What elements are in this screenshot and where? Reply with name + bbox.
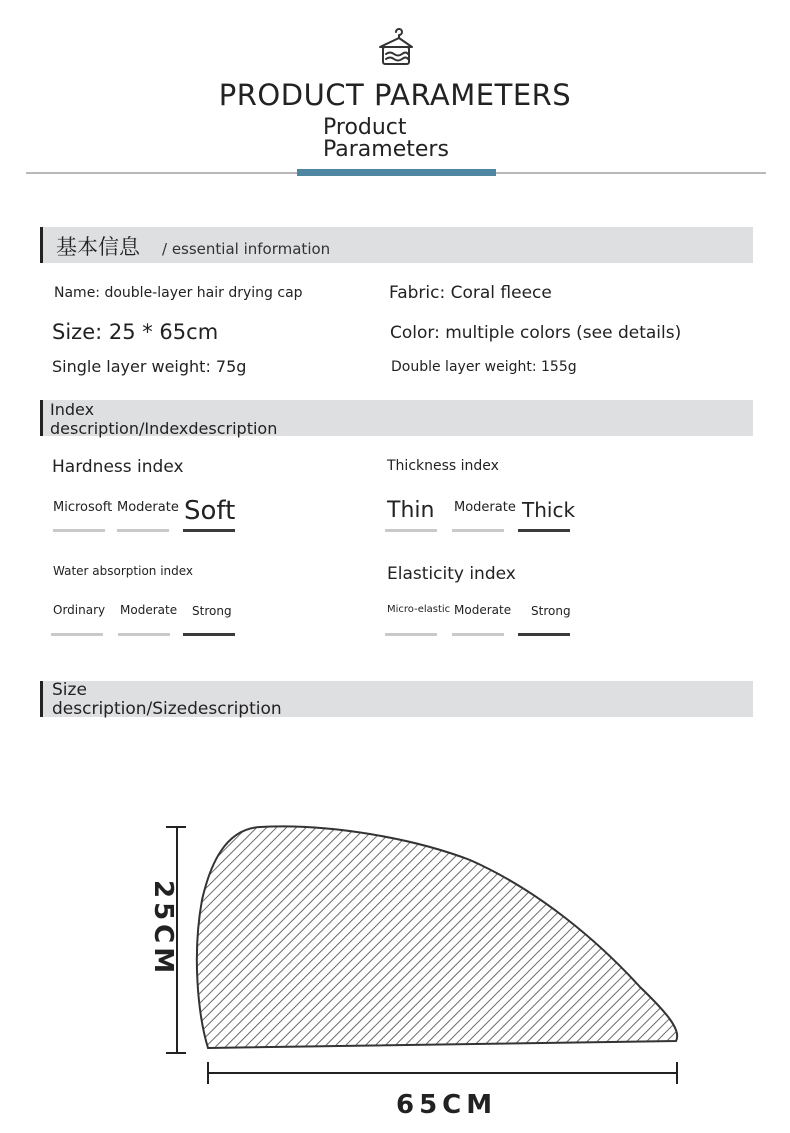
info-size: Size: 25 * 65cm [52,320,219,344]
hardness-level-soft: Soft [184,496,236,526]
section-title: Size description/Sizedescription [52,680,282,719]
elasticity-level-moderate: Moderate [454,603,512,617]
section-index-description [40,400,753,436]
thickness-bar-3-selected [518,529,570,532]
elasticity-level-strong: Strong [531,604,571,618]
section-title: Index description/Indexdescription [50,400,278,438]
section-edge [40,227,43,263]
height-label: 25CM [148,880,178,978]
hardness-bar-1 [53,529,105,532]
thickness-level-moderate: Moderate [454,500,516,515]
elasticity-bar-1 [385,633,437,636]
water-bar-3-selected [183,633,235,636]
hardness-level-moderate: Moderate [117,500,179,515]
info-single-weight: Single layer weight: 75g [52,357,247,376]
subtitle-line-1: Product [323,115,407,140]
thickness-bar-2 [452,529,504,532]
thickness-level-thick: Thick [522,498,576,522]
hardness-index-title: Hardness index [52,457,184,477]
water-level-strong: Strong [192,604,232,618]
elasticity-bar-3-selected [518,633,570,636]
info-color: Color: multiple colors (see details) [390,323,682,343]
section-essential-info [40,227,753,263]
hair-cap-size-diagram [120,815,700,1125]
page-title: PRODUCT PARAMETERS [218,78,572,112]
info-name: Name: double-layer hair drying cap [54,285,303,301]
header-accent-bar [297,169,496,176]
thickness-level-thin: Thin [387,498,435,523]
hardness-bar-2 [117,529,169,532]
section-title-zh: 基本信息 [56,235,140,259]
page-subtitle [323,117,449,161]
elasticity-level-micro-elastic: Micro-elastic [387,604,451,615]
hardness-level-microsoft: Microsoft [53,500,113,515]
thickness-bar-1 [385,529,437,532]
section-edge [40,681,43,717]
info-fabric: Fabric: Coral fleece [389,283,552,303]
hardness-bar-3-selected [183,529,235,532]
thickness-index-title: Thickness index [387,458,499,474]
subtitle-line-2: Parameters [323,137,449,162]
width-label: 65CM [396,1090,498,1120]
water-absorption-index-title: Water absorption index [53,564,194,578]
water-bar-2 [118,633,170,636]
water-level-ordinary: Ordinary [53,603,106,617]
section-size-description [40,681,753,717]
water-bar-1 [51,633,103,636]
towel-hanger-icon [375,27,417,69]
section-title-en: / essential information [162,240,331,258]
elasticity-bar-2 [452,633,504,636]
hair-cap-shape [197,826,677,1048]
info-double-weight: Double layer weight: 155g [391,359,577,375]
water-level-moderate: Moderate [120,603,178,617]
width-dimension-line [208,1062,677,1084]
section-edge [40,400,43,436]
elasticity-index-title: Elasticity index [387,564,516,584]
